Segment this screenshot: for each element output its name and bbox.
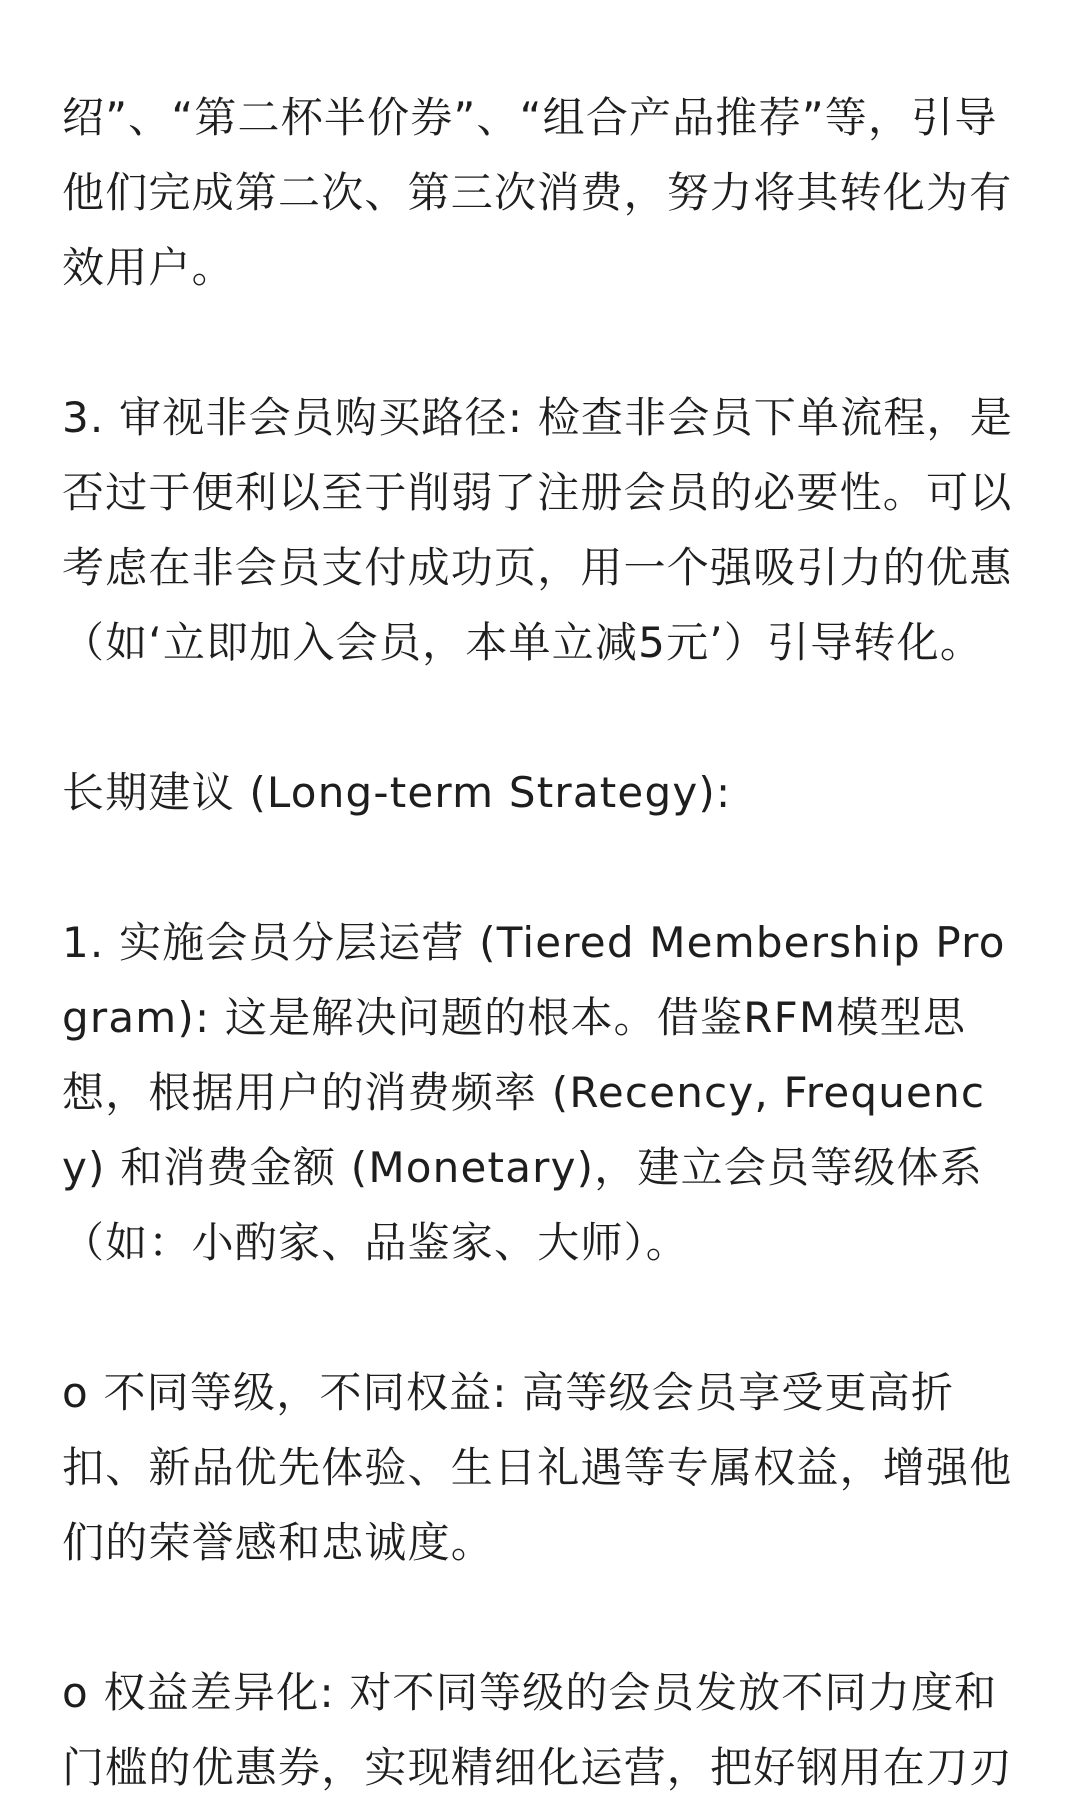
bullet-benefit-differentiation: o 权益差异化: 对不同等级的会员发放不同力度和门槛的优惠券，实现精细化运营，把好钢用在刀刃	[62, 1668, 1013, 1792]
section-heading-long-term-strategy: 长期建议 (Long-term Strategy):	[62, 768, 732, 817]
article-body	[62, 80, 1022, 1805]
paragraph-tiered-membership: 1. 实施会员分层运营 (Tiered Membership Program): 这是解决问题的根本。借鉴RFM模型思想，根据用户的消费频率 (Recency, Frequency) 和消费金额 (Monetary)，建立会员等级体系（如：小酌家、品鉴家、大师）。	[62, 918, 1006, 1267]
bullet-tier-benefits: o 不同等级，不同权益: 高等级会员享受更高折扣、新品优先体验、生日礼遇等专属权益，增强他们的荣誉感和忠诚度。	[62, 1368, 1013, 1567]
paragraph-non-member-path: 3. 审视非会员购买路径: 检查非会员下单流程，是否过于便利以至于削弱了注册会员的必要性。可以考虑在非会员支付成功页，用一个强吸引力的优惠（如‘立即加入会员，本单立减5元’）引导转化。	[62, 393, 1013, 667]
paragraph-conversion-tips: 绍”、“第二杯半价券”、“组合产品推荐”等，引导他们完成第二次、第三次消费，努力将其转化为有效用户。	[62, 93, 1013, 292]
